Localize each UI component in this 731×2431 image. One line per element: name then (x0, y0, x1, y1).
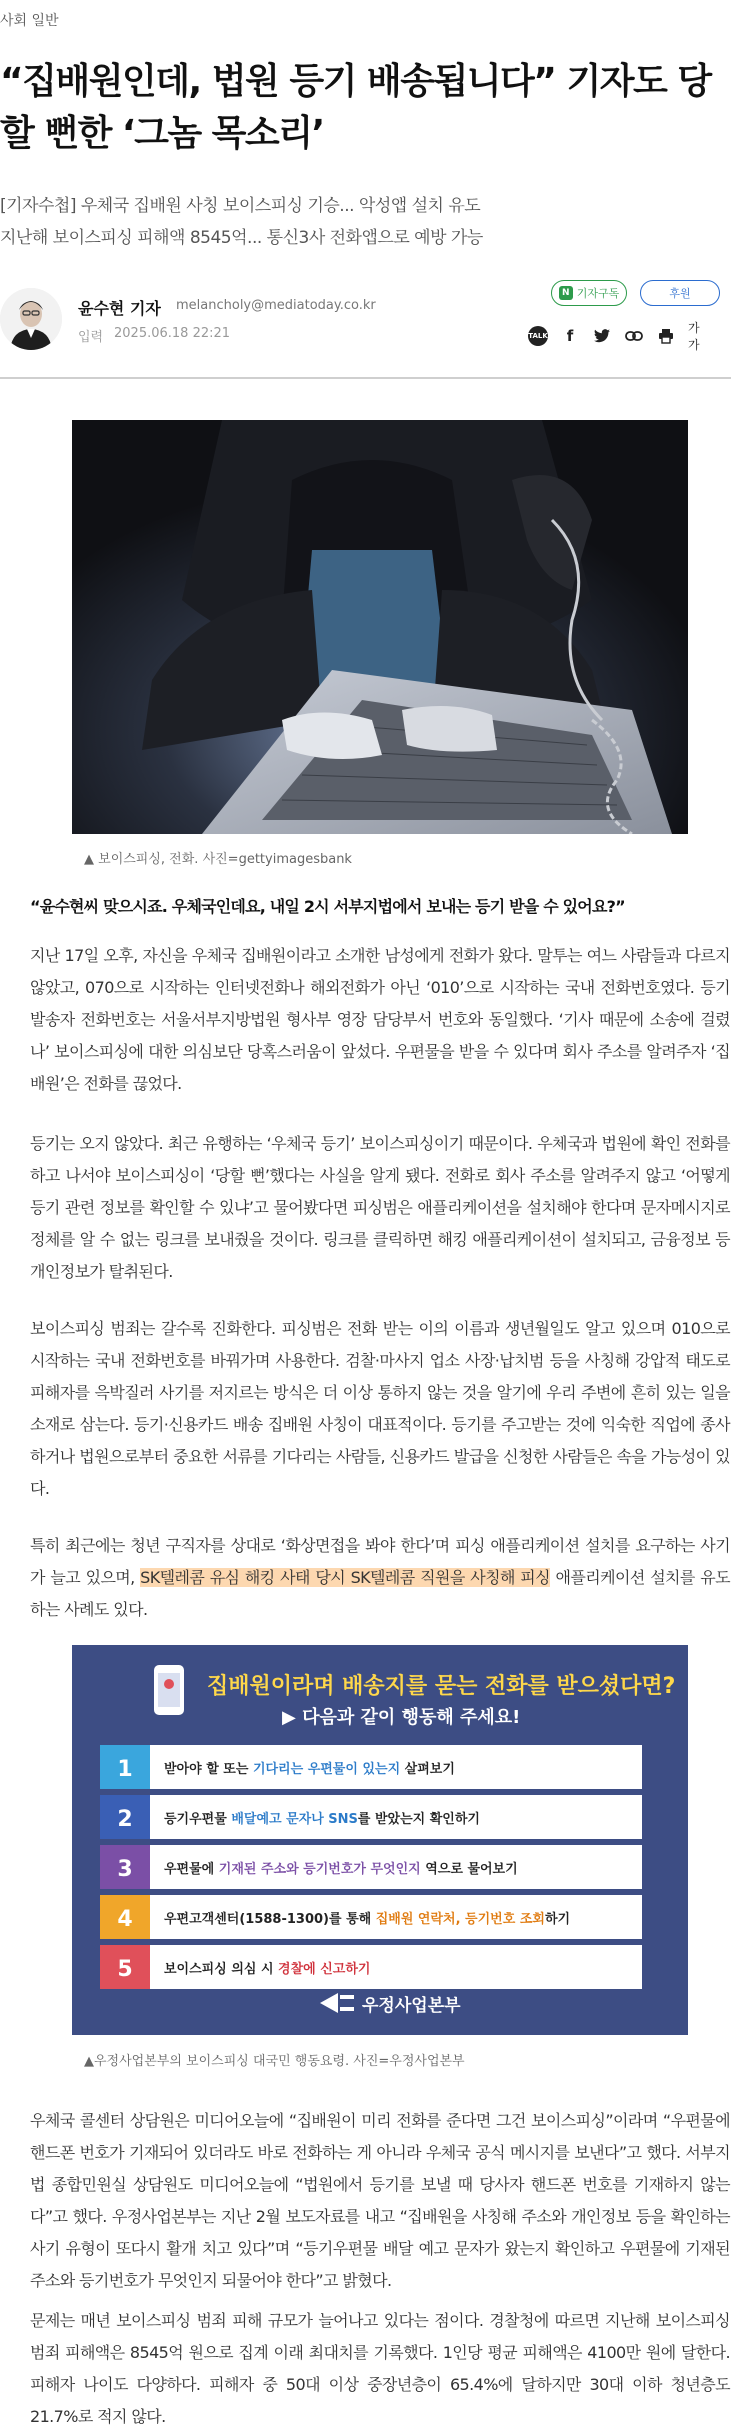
step-number: 3 (117, 1857, 133, 1882)
facebook-icon[interactable]: f (566, 327, 574, 345)
postal-logo-bar (340, 2007, 354, 2011)
postal-logo-bar (340, 1995, 354, 1999)
publish-date: 2025.06.18 22:21 (114, 326, 231, 341)
paragraph (30, 1530, 730, 1626)
reporter-avatar[interactable] (0, 288, 62, 350)
font-size-icon[interactable]: 가가 (688, 321, 700, 352)
support-label: 후원 (669, 287, 691, 300)
byline (0, 268, 725, 358)
highlighted-text: SK텔레콤 유심 해킹 사태 당시 SK텔레콤 직원을 사칭해 피싱 (140, 1568, 551, 1587)
paragraph: 우체국 콜센터 상담원은 미디어오늘에 “집배원이 미리 전화를 준다면 그건 보이스피싱”이라며 “우편물에 핸드폰 번호가 기재되어 있더라도 바로 전화하는 게 아니라 우체국 공식 메시지를 보낸다”고 했다. 서부지법 종합민원실 상담원도 미디어오늘에 “법원에서 등기를 보낼 때 당사자 핸드폰 번호를 기재하지 않는다”고 했다. 우정사업본부는 지난 2월 보도자료를 내고 “집배원을 사칭해 주소와 개인정보 등을 확인하는 사기 유형이 또다시 활개 치고 있다”며 “등기우편물 배달 예고 문자가 왔는지 확인하고 우편물에 기재된 주소와 등기번호가 무엇인지 되물어야 한다”고 밝혔다. (30, 2111, 730, 2290)
article-photo (72, 420, 688, 834)
step-number: 5 (117, 1957, 133, 1982)
print-icon[interactable] (656, 326, 676, 346)
reporter-email[interactable]: melancholy@mediatoday.co.kr (176, 298, 376, 313)
phone-dot (164, 1679, 174, 1689)
step-text: 우편고객센터(1588-1300)를 통해 집배원 연락처, 등기번호 조회하기 (164, 1912, 571, 1927)
paragraph: 보이스피싱 범죄는 갈수록 진화한다. 피싱범은 전화 받는 이의 이름과 생년월일도 알고 있으며 010으로 시작하는 국내 전화번호를 바꿔가며 사용한다. 검찰·마사지 업소 사장·납치범 등을 사칭해 강압적 태도로 피해자를 윽박질러 사기를 저지르는 방식은 더 이상 통하지 않는 것을 알기에 우리 주변에 흔히 있는 일을 소재로 삼는다. 등기·신용카드 배송 집배원 사칭이 대표적이다. 등기를 주고받는 것에 익숙한 직업에 종사하거나 법원으로부터 중요한 서류를 기다리는 사람들, 신용카드 발급을 신청한 사람들은 속을 가능성이 있다. (30, 1319, 730, 1498)
reporter-name[interactable]: 윤수현 기자 (78, 299, 161, 318)
paragraph-text: 애플리케이션 설치를 유도하는 사례도 있다. (30, 1568, 730, 1619)
header-divider (0, 377, 731, 379)
infographic-title: 집배원이라며 배송지를 묻는 전화를 받으셨다면? (207, 1674, 676, 1699)
article-title: “집배원인데, 법원 등기 배송됩니다” 기자도 당할 뻔한 ‘그놈 목소리’ (0, 61, 711, 154)
phone-screen (158, 1673, 180, 1707)
paragraph-text: 특히 최근에는 청년 구직자를 상대로 ‘화상면접을 봐야 한다’며 피싱 애플리케이션 설치를 요구하는 사기가 늘고 있으며, (30, 1536, 730, 1587)
step-number: 2 (117, 1807, 133, 1832)
article-subtitle (0, 190, 725, 254)
step-text: 우편물에 기재된 주소와 등기번호가 무엇인지 역으로 물어보기 (164, 1862, 518, 1877)
subtitle-line: [기자수첩] 우체국 집배원 사칭 보이스피싱 기승... 악성앱 설치 유도 (0, 196, 481, 216)
infographic (72, 1645, 688, 2035)
category-label[interactable]: 사회 일반 (0, 13, 59, 29)
paragraph: 문제는 매년 보이스피싱 범죄 피해 규모가 늘어나고 있다는 점이다. 경찰청에 따르면 지난해 보이스피싱 범죄 피해액은 8545억 원으로 집계 이래 최대치를 기록했다. 1인당 평균 피해액은 4100만 원에 달한다. 피해자 나이도 다양하다. 피해자 중 50대 이상 중장년층이 65.4%에 달하지만 30대 이하 청년층도 21.7%로 적지 않다. (30, 2311, 730, 2426)
twitter-icon[interactable] (592, 326, 612, 346)
infographic-subtitle: ▶ 다음과 같이 행동해 주세요! (282, 1707, 521, 1728)
kakaotalk-icon[interactable]: TALK (528, 326, 548, 346)
photo-caption: ▲ 보이스피싱, 전화. 사진=gettyimagesbank (84, 852, 352, 867)
subtitle-line: 지난해 보이스피싱 피해액 8545억... 통신3사 전화앱으로 예방 가능 (0, 228, 483, 248)
infographic-caption: ▲우정사업본부의 보이스피싱 대국민 행동요령. 사진=우정사업본부 (84, 2054, 465, 2069)
support-button[interactable] (640, 280, 720, 306)
step-number: 1 (117, 1757, 133, 1782)
subscribe-reporter-button[interactable] (551, 280, 627, 306)
link-icon[interactable] (624, 326, 644, 346)
paragraph: 등기는 오지 않았다. 최근 유행하는 ‘우체국 등기’ 보이스피싱이기 때문이다. 우체국과 법원에 확인 전화를 하고 나서야 보이스피싱이 ‘당할 뻔’했다는 사실을 알게 됐다. 전화로 회사 주소를 알려주지 않고 ‘어떻게 등기 관련 정보를 확인할 수 있냐’고 물어봤다면 피싱범은 애플리케이션을 설치해야 한다며 문자메시지로 정체를 알 수 없는 링크를 보내줬을 것이다. 링크를 클릭하면 해킹 애플리케이션이 설치되고, 금융정보 등 개인정보가 탈취된다. (30, 1134, 730, 1281)
step-number: 4 (117, 1907, 133, 1932)
date-label: 입력 (78, 330, 104, 345)
lead-quote: “윤수현씨 맞으시죠. 우체국인데요, 내일 2시 서부지법에서 보내는 등기 받을 수 있어요?” (30, 897, 625, 916)
subscribe-label: 기자구독 (576, 287, 620, 300)
step-text: 보이스피싱 의심 시 경찰에 신고하기 (164, 1962, 371, 1977)
step-text: 등기우편물 배달예고 문자나 SNS를 받았는지 확인하기 (164, 1812, 480, 1827)
postal-logo-text: 우정사업본부 (362, 1996, 461, 2016)
share-toolbar (528, 321, 708, 352)
naver-icon: N (559, 286, 573, 300)
paragraph: 지난 17일 오후, 자신을 우체국 집배원이라고 소개한 남성에게 전화가 왔다. 말투는 여느 사람들과 다르지 않았고, 070으로 시작하는 인터넷전화나 해외전화가 아닌 ‘010’으로 시작하는 국내 전화번호였다. 등기 발송자 전화번호는 서울서부지방법원 형사부 영장 담당부서 번호와 동일했다. ‘기사 때문에 소송에 걸렸나’ 보이스피싱에 대한 의심보단 당혹스러움이 앞섰다. 우편물을 받을 수 있다며 회사 주소를 알려주자 ‘집배원’은 전화를 끊었다. (30, 946, 730, 1093)
postal-logo-icon (320, 1993, 338, 2013)
step-text: 받아야 할 또는 기다리는 우편물이 있는지 살펴보기 (164, 1762, 455, 1777)
